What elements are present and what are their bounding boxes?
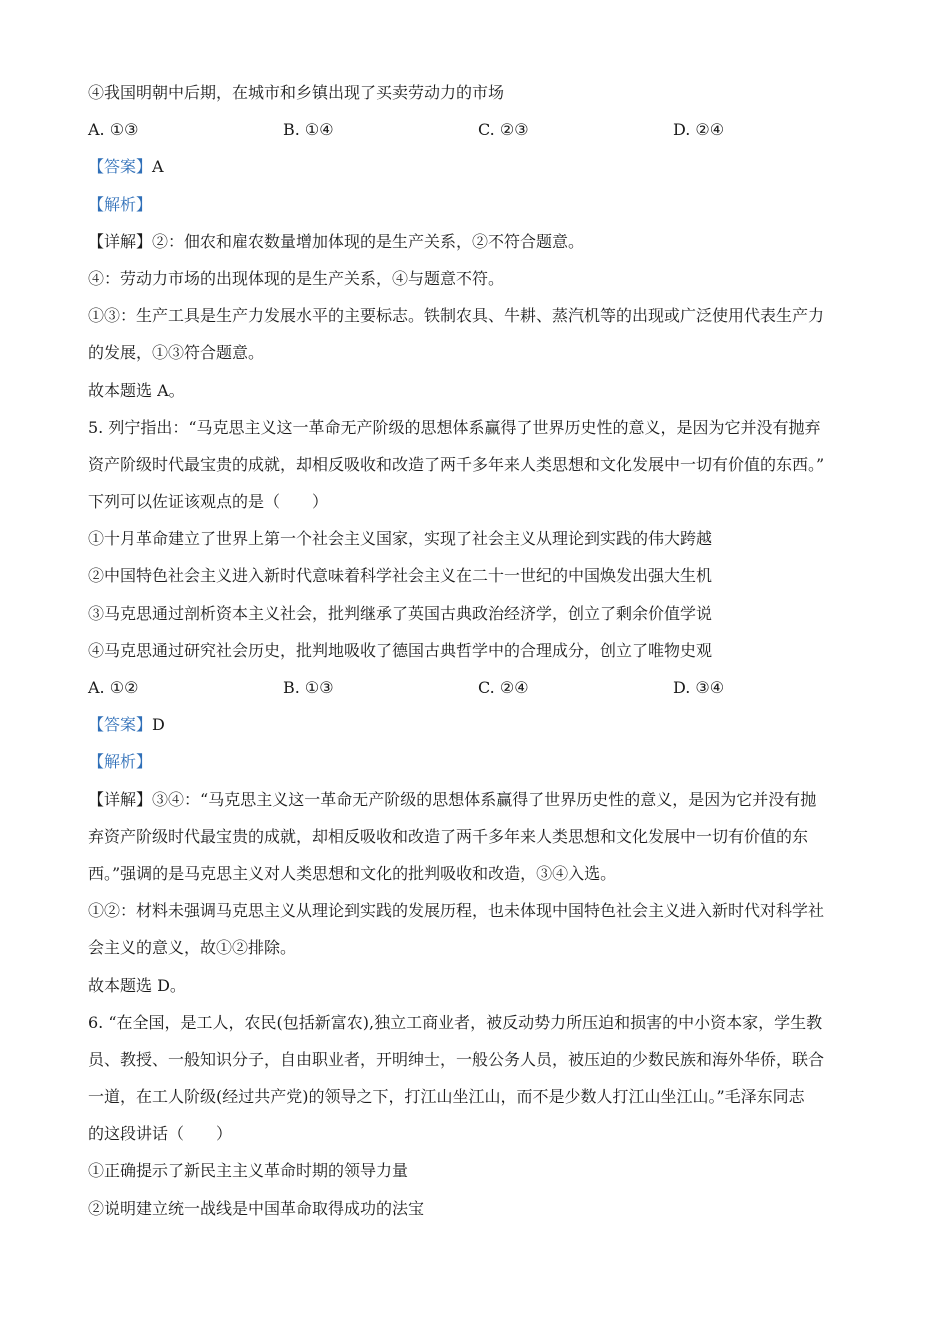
q5-detail-line: 西。”强调的是马克思主义对人类思想和文化的批判吸收和改造，③④入选。 bbox=[88, 863, 617, 883]
answer-tag: 【答案】 bbox=[88, 715, 153, 735]
q5-detail-line: ③④：“马克思主义这一革命无产阶级的思想体系赢得了世界历史性的意义，是因为它并没有抛 bbox=[152, 789, 817, 809]
q4-answer-value: A bbox=[152, 157, 164, 177]
q5-item-1: ①十月革命建立了世界上第一个社会主义国家，实现了社会主义从理论到实践的伟大跨越 bbox=[88, 529, 713, 549]
q4-detail-line: ①③：生产工具是生产力发展水平的主要标志。铁制农具、牛耕、蒸汽机等的出现或广泛使用代表生产力 bbox=[88, 306, 825, 326]
detail-tag: 【详解】 bbox=[88, 231, 153, 251]
q5-stem-line: 下列可以佐证该观点的是（ ） bbox=[88, 492, 329, 512]
q5-item-2: ②中国特色社会主义进入新时代意味着科学社会主义在二十一世纪的中国焕发出强大生机 bbox=[88, 566, 713, 586]
q4-conclusion: 故本题选 A。 bbox=[88, 380, 185, 400]
q5-detail-line: ①②：材料未强调马克思主义从理论到实践的发展历程，也未体现中国特色社会主义进入新时代对科学社 bbox=[88, 901, 825, 921]
q4-options bbox=[88, 111, 868, 148]
q5-stem-line: 资产阶级时代最宝贵的成就，却相反吸收和改造了两千多年来人类思想和文化发展中一切有价值的东西。” bbox=[88, 454, 825, 474]
q5-detail-line: 会主义的意义，故①②排除。 bbox=[88, 938, 297, 958]
q4-option-b: B. ①④ bbox=[283, 120, 334, 140]
q5-answer bbox=[88, 706, 868, 743]
q6-stem-line: 员、教授、一般知识分子，自由职业者，开明绅士，一般公务人员，被压迫的少数民族和海外华侨，联合 bbox=[88, 1049, 825, 1069]
q5-item-3: ③马克思通过剖析资本主义社会，批判继承了英国古典政治经济学，创立了剩余价值学说 bbox=[88, 603, 713, 623]
q5-conclusion: 故本题选 D。 bbox=[88, 975, 186, 995]
q6-stem-line: 6. “在全国，是工人，农民(包括新富农),独立工商业者，被反动势力所压迫和损害的中小资本家，学生教 bbox=[88, 1012, 823, 1032]
q5-item-4: ④马克思通过研究社会历史，批判地吸收了德国古典哲学中的合理成分，创立了唯物史观 bbox=[88, 640, 713, 660]
q5-option-a: A. ①② bbox=[88, 678, 139, 697]
q4-detail-line: ②：佃农和雇农数量增加体现的是生产关系，②不符合题意。 bbox=[152, 231, 585, 251]
answer-tag: 【答案】 bbox=[88, 157, 153, 177]
q4-item-4: ④我国明朝中后期，在城市和乡镇出现了买卖劳动力的市场 bbox=[88, 83, 505, 102]
q6-stem-line: 一道，在工人阶级(经过共产党)的领导之下，打江山坐江山，而不是少数人打江山坐江山。”毛泽东同志 bbox=[88, 1087, 805, 1107]
q5-answer-value: D bbox=[152, 715, 165, 735]
q5-detail-line: 弃资产阶级时代最宝贵的成就，却相反吸收和改造了两千多年来人类思想和文化发展中一切有价值的东 bbox=[88, 826, 809, 846]
q6-stem-line: 的这段讲话（ ） bbox=[88, 1124, 233, 1144]
q4-analysis-tag: 【解析】 bbox=[88, 194, 153, 214]
q5-detail bbox=[88, 781, 868, 818]
q4-detail-line: ④：劳动力市场的出现体现的是生产关系，④与题意不符。 bbox=[88, 268, 505, 288]
q6-item-1: ①正确提示了新民主主义革命时期的领导力量 bbox=[88, 1161, 409, 1181]
q4-answer bbox=[88, 148, 868, 185]
q5-stem-line: 5. 列宁指出：“马克思主义这一革命无产阶级的思想体系赢得了世界历史性的意义，是因为它并没有抛弃 bbox=[88, 417, 821, 437]
q4-option-a: A. ①③ bbox=[88, 120, 139, 140]
q4-detail-line: 的发展，①③符合题意。 bbox=[88, 343, 265, 363]
q6-item-2: ②说明建立统一战线是中国革命取得成功的法宝 bbox=[88, 1198, 425, 1218]
q5-options bbox=[88, 669, 868, 706]
q4-option-d: D. ②④ bbox=[673, 120, 725, 140]
q5-option-b: B. ①③ bbox=[283, 678, 334, 697]
document-page bbox=[88, 74, 868, 1227]
q4-option-c: C. ②③ bbox=[478, 120, 529, 140]
q4-detail bbox=[88, 223, 868, 260]
q5-analysis-tag: 【解析】 bbox=[88, 752, 153, 772]
q5-option-c: C. ②④ bbox=[478, 678, 529, 697]
q5-option-d: D. ③④ bbox=[673, 678, 725, 697]
detail-tag: 【详解】 bbox=[88, 789, 153, 809]
